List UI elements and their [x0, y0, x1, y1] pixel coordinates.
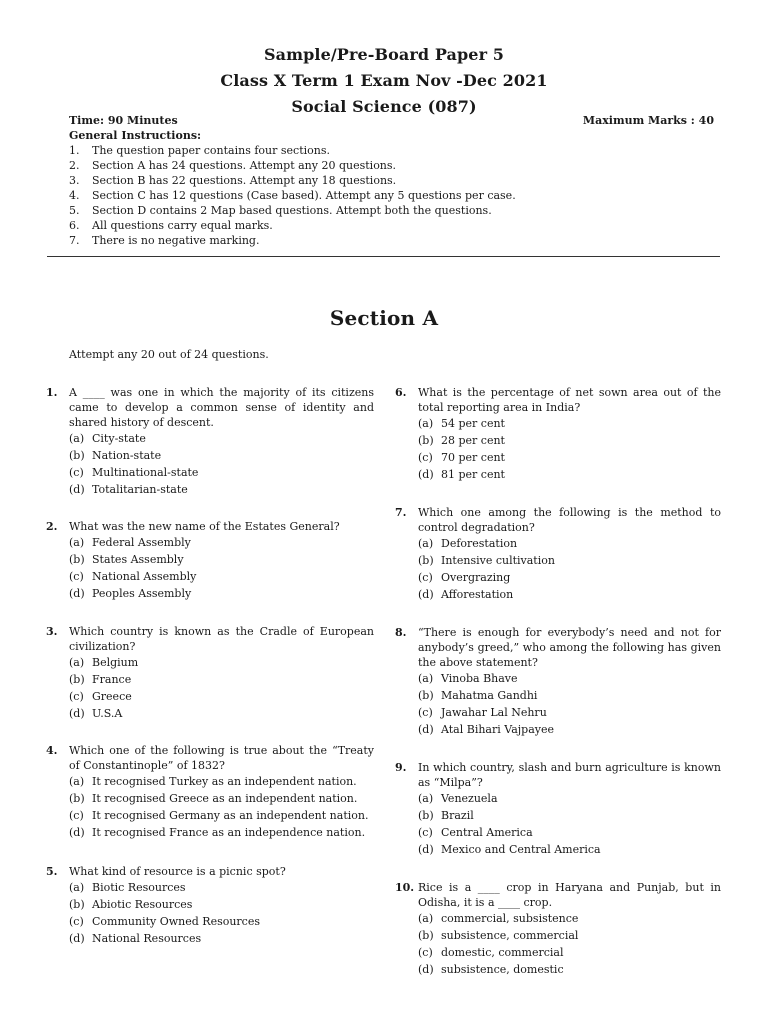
- option-letter: (c): [418, 946, 433, 959]
- instruction-text: There is no negative marking.: [92, 234, 260, 247]
- option: [69, 464, 374, 481]
- option: [69, 585, 374, 602]
- option-letter: (a): [69, 881, 85, 894]
- option: [418, 927, 721, 944]
- option-letter: (b): [418, 929, 434, 942]
- question-text: Which country is known as the Cradle of European civilization?: [69, 625, 374, 653]
- question-number: 8.: [395, 626, 407, 639]
- option-letter: (a): [418, 537, 434, 550]
- option-letter: (c): [69, 690, 84, 703]
- instruction-number: 6.: [69, 219, 80, 232]
- option-text: France: [92, 673, 132, 686]
- option-text: Peoples Assembly: [92, 587, 192, 600]
- instruction-item: [69, 173, 669, 188]
- option-letter: (b): [418, 809, 434, 822]
- question-text: In which country, slash and burn agriculture is known as “Milpa”?: [418, 761, 721, 789]
- question-number: 2.: [46, 520, 58, 533]
- option-letter: (b): [69, 449, 85, 462]
- option-letter: (b): [69, 898, 85, 911]
- option-letter: (d): [69, 707, 85, 720]
- paper-title: Sample/Pre-Board Paper 5: [263, 45, 505, 64]
- option-letter: (b): [418, 554, 434, 567]
- option-letter: (a): [418, 912, 434, 925]
- question-number: 6.: [395, 386, 407, 399]
- option-text: It recognised Turkey as an independent nation.: [92, 775, 357, 788]
- question-number: 1.: [46, 386, 58, 399]
- instructions-heading: General Instructions:: [69, 129, 202, 142]
- option: [418, 687, 721, 704]
- option-list: [418, 415, 721, 483]
- option-text: 70 per cent: [441, 451, 505, 464]
- option-text: Central America: [441, 826, 533, 839]
- option: [69, 790, 374, 807]
- option-letter: (d): [69, 826, 85, 839]
- option: [418, 841, 721, 858]
- option: [69, 481, 374, 498]
- instruction-number: 2.: [69, 159, 80, 172]
- option-letter: (a): [418, 792, 434, 805]
- option-text: Totalitarian-state: [92, 483, 188, 496]
- instruction-item: [69, 188, 669, 203]
- instruction-text: Section C has 12 questions (Case based). Attempt any 5 questions per case.: [92, 189, 516, 202]
- question-text: Rice is a ____ crop in Haryana and Punjab, but in Odisha, it is a ____ crop.: [418, 881, 721, 909]
- instruction-item: [69, 203, 669, 218]
- instruction-number: 3.: [69, 174, 80, 187]
- option-text: Overgrazing: [441, 571, 511, 584]
- option-text: U.S.A: [92, 707, 123, 720]
- section-title: Section A: [329, 306, 439, 330]
- option: [418, 670, 721, 687]
- option: [69, 447, 374, 464]
- option-letter: (a): [418, 417, 434, 430]
- option: [69, 879, 374, 896]
- option-text: City-state: [92, 432, 146, 445]
- option-letter: (a): [69, 536, 85, 549]
- option-text: Jawahar Lal Nehru: [441, 706, 547, 719]
- instruction-text: Section B has 22 questions. Attempt any 18 questions.: [92, 174, 397, 187]
- option-letter: (d): [69, 932, 85, 945]
- option-text: subsistence, commercial: [441, 929, 579, 942]
- option-text: Intensive cultivation: [441, 554, 555, 567]
- option-text: subsistence, domestic: [441, 963, 564, 976]
- option-list: [69, 534, 374, 602]
- option: [418, 586, 721, 603]
- exam-title: Class X Term 1 Exam Nov -Dec 2021: [220, 71, 548, 90]
- option-text: commercial, subsistence: [441, 912, 579, 925]
- instruction-number: 4.: [69, 189, 80, 202]
- option-text: Biotic Resources: [92, 881, 186, 894]
- option-text: Atal Bihari Vajpayee: [441, 723, 554, 736]
- question-10: [395, 880, 721, 978]
- option-text: Abiotic Resources: [92, 898, 193, 911]
- question-5: [46, 864, 374, 947]
- option: [69, 930, 374, 947]
- instruction-item: [69, 143, 669, 158]
- option-text: Multinational-state: [92, 466, 199, 479]
- question-1: [46, 385, 374, 498]
- general-instructions: [69, 128, 669, 248]
- question-number: 9.: [395, 761, 407, 774]
- question-2: [46, 519, 374, 602]
- option: [418, 535, 721, 552]
- instruction-text: The question paper contains four sections.: [92, 144, 330, 157]
- question-text: Which one of the following is true about the “Treaty of Constantinople” of 1832?: [69, 744, 374, 772]
- option: [69, 688, 374, 705]
- option-letter: (b): [418, 689, 434, 702]
- question-4: [46, 743, 374, 841]
- option-letter: (c): [418, 826, 433, 839]
- instruction-item: [69, 218, 669, 233]
- option-letter: (b): [69, 553, 85, 566]
- option-text: Belgium: [92, 656, 139, 669]
- instruction-text: Section D contains 2 Map based questions. Attempt both the questions.: [92, 204, 492, 217]
- option: [69, 654, 374, 671]
- option: [69, 896, 374, 913]
- option-text: It recognised Germany as an independent nation.: [92, 809, 369, 822]
- option-text: Vinoba Bhave: [441, 672, 518, 685]
- subject-title: Social Science (087): [291, 97, 477, 116]
- option-letter: (c): [69, 809, 84, 822]
- option-list: [69, 430, 374, 498]
- option-list: [418, 670, 721, 738]
- option-text: Brazil: [441, 809, 474, 822]
- option-text: Community Owned Resources: [92, 915, 261, 928]
- option: [418, 961, 721, 978]
- option-list: [69, 654, 374, 722]
- question-text: What was the new name of the Estates General?: [69, 520, 340, 533]
- option-text: Afforestation: [441, 588, 514, 601]
- option-list: [69, 773, 374, 841]
- time-allowed: Time: 90 Minutes: [69, 114, 178, 127]
- option-letter: (d): [69, 483, 85, 496]
- option-text: Mexico and Central America: [441, 843, 601, 856]
- option: [418, 910, 721, 927]
- option-letter: (b): [418, 434, 434, 447]
- question-text: What is the percentage of net sown area out of the total reporting area in India?: [418, 386, 721, 414]
- option-letter: (d): [418, 468, 434, 481]
- option: [69, 671, 374, 688]
- instruction-number: 7.: [69, 234, 80, 247]
- question-number: 5.: [46, 865, 58, 878]
- option: [418, 721, 721, 738]
- option-text: domestic, commercial: [441, 946, 564, 959]
- question-text: “There is enough for everybody’s need and not for anybody’s greed,” who among the following has given the above statement?: [418, 626, 721, 669]
- option-letter: (a): [69, 432, 85, 445]
- option: [69, 534, 374, 551]
- option: [418, 552, 721, 569]
- option-letter: (c): [418, 706, 433, 719]
- option-letter: (c): [69, 915, 84, 928]
- maximum-marks: Maximum Marks : 40: [582, 114, 714, 127]
- question-8: [395, 625, 721, 738]
- option-letter: (b): [69, 673, 85, 686]
- option-letter: (d): [418, 963, 434, 976]
- question-number: 7.: [395, 506, 407, 519]
- option-letter: (c): [69, 570, 84, 583]
- option-text: It recognised Greece as an independent nation.: [92, 792, 358, 805]
- question-number: 4.: [46, 744, 58, 757]
- option-letter: (a): [69, 775, 85, 788]
- option: [69, 807, 374, 824]
- option-letter: (a): [418, 672, 434, 685]
- option-list: [418, 910, 721, 978]
- option: [418, 569, 721, 586]
- instruction-item: [69, 233, 669, 248]
- instruction-text: Section A has 24 questions. Attempt any 20 questions.: [92, 159, 397, 172]
- option-text: 81 per cent: [441, 468, 505, 481]
- option-text: National Resources: [92, 932, 202, 945]
- question-6: [395, 385, 721, 483]
- option: [69, 773, 374, 790]
- paper-header: [0, 42, 768, 120]
- question-number: 3.: [46, 625, 58, 638]
- option-text: Mahatma Gandhi: [441, 689, 538, 702]
- option-letter: (d): [418, 588, 434, 601]
- question-number: 10.: [395, 881, 415, 894]
- option-text: National Assembly: [92, 570, 197, 583]
- option-list: [418, 535, 721, 603]
- question-3: [46, 624, 374, 722]
- option: [418, 790, 721, 807]
- option-list: [418, 790, 721, 858]
- instruction-item: [69, 158, 669, 173]
- option-text: Greece: [92, 690, 132, 703]
- option: [69, 568, 374, 585]
- option: [418, 824, 721, 841]
- question-text: What kind of resource is a picnic spot?: [69, 865, 286, 878]
- instruction-number: 1.: [69, 144, 80, 157]
- option: [418, 704, 721, 721]
- option: [69, 705, 374, 722]
- option-letter: (d): [418, 723, 434, 736]
- question-7: [395, 505, 721, 603]
- option-text: Venezuela: [441, 792, 498, 805]
- option: [418, 432, 721, 449]
- instruction-text: All questions carry equal marks.: [92, 219, 273, 232]
- option: [69, 551, 374, 568]
- option: [69, 913, 374, 930]
- option-letter: (a): [69, 656, 85, 669]
- option: [418, 807, 721, 824]
- option: [418, 944, 721, 961]
- option: [69, 430, 374, 447]
- option-text: Deforestation: [441, 537, 518, 550]
- option-text: Nation-state: [92, 449, 162, 462]
- option-text: 54 per cent: [441, 417, 505, 430]
- option-letter: (d): [418, 843, 434, 856]
- option-letter: (c): [418, 451, 433, 464]
- option-text: It recognised France as an independence nation.: [92, 826, 366, 839]
- option-letter: (c): [418, 571, 433, 584]
- exam-meta: [69, 114, 714, 127]
- option-text: 28 per cent: [441, 434, 505, 447]
- option-text: Federal Assembly: [92, 536, 191, 549]
- section-subtitle: Attempt any 20 out of 24 questions.: [69, 348, 269, 361]
- question-9: [395, 760, 721, 858]
- option: [418, 466, 721, 483]
- instruction-number: 5.: [69, 204, 80, 217]
- option-list: [69, 879, 374, 947]
- option: [418, 415, 721, 432]
- option-letter: (b): [69, 792, 85, 805]
- option: [69, 824, 374, 841]
- option-letter: (c): [69, 466, 84, 479]
- header-divider: [47, 256, 720, 257]
- question-text: A ____ was one in which the majority of its citizens came to develop a common sense of identity and shared history of descent.: [69, 386, 374, 429]
- question-text: Which one among the following is the method to control degradation?: [418, 506, 721, 534]
- option-text: States Assembly: [92, 553, 184, 566]
- option-letter: (d): [69, 587, 85, 600]
- option: [418, 449, 721, 466]
